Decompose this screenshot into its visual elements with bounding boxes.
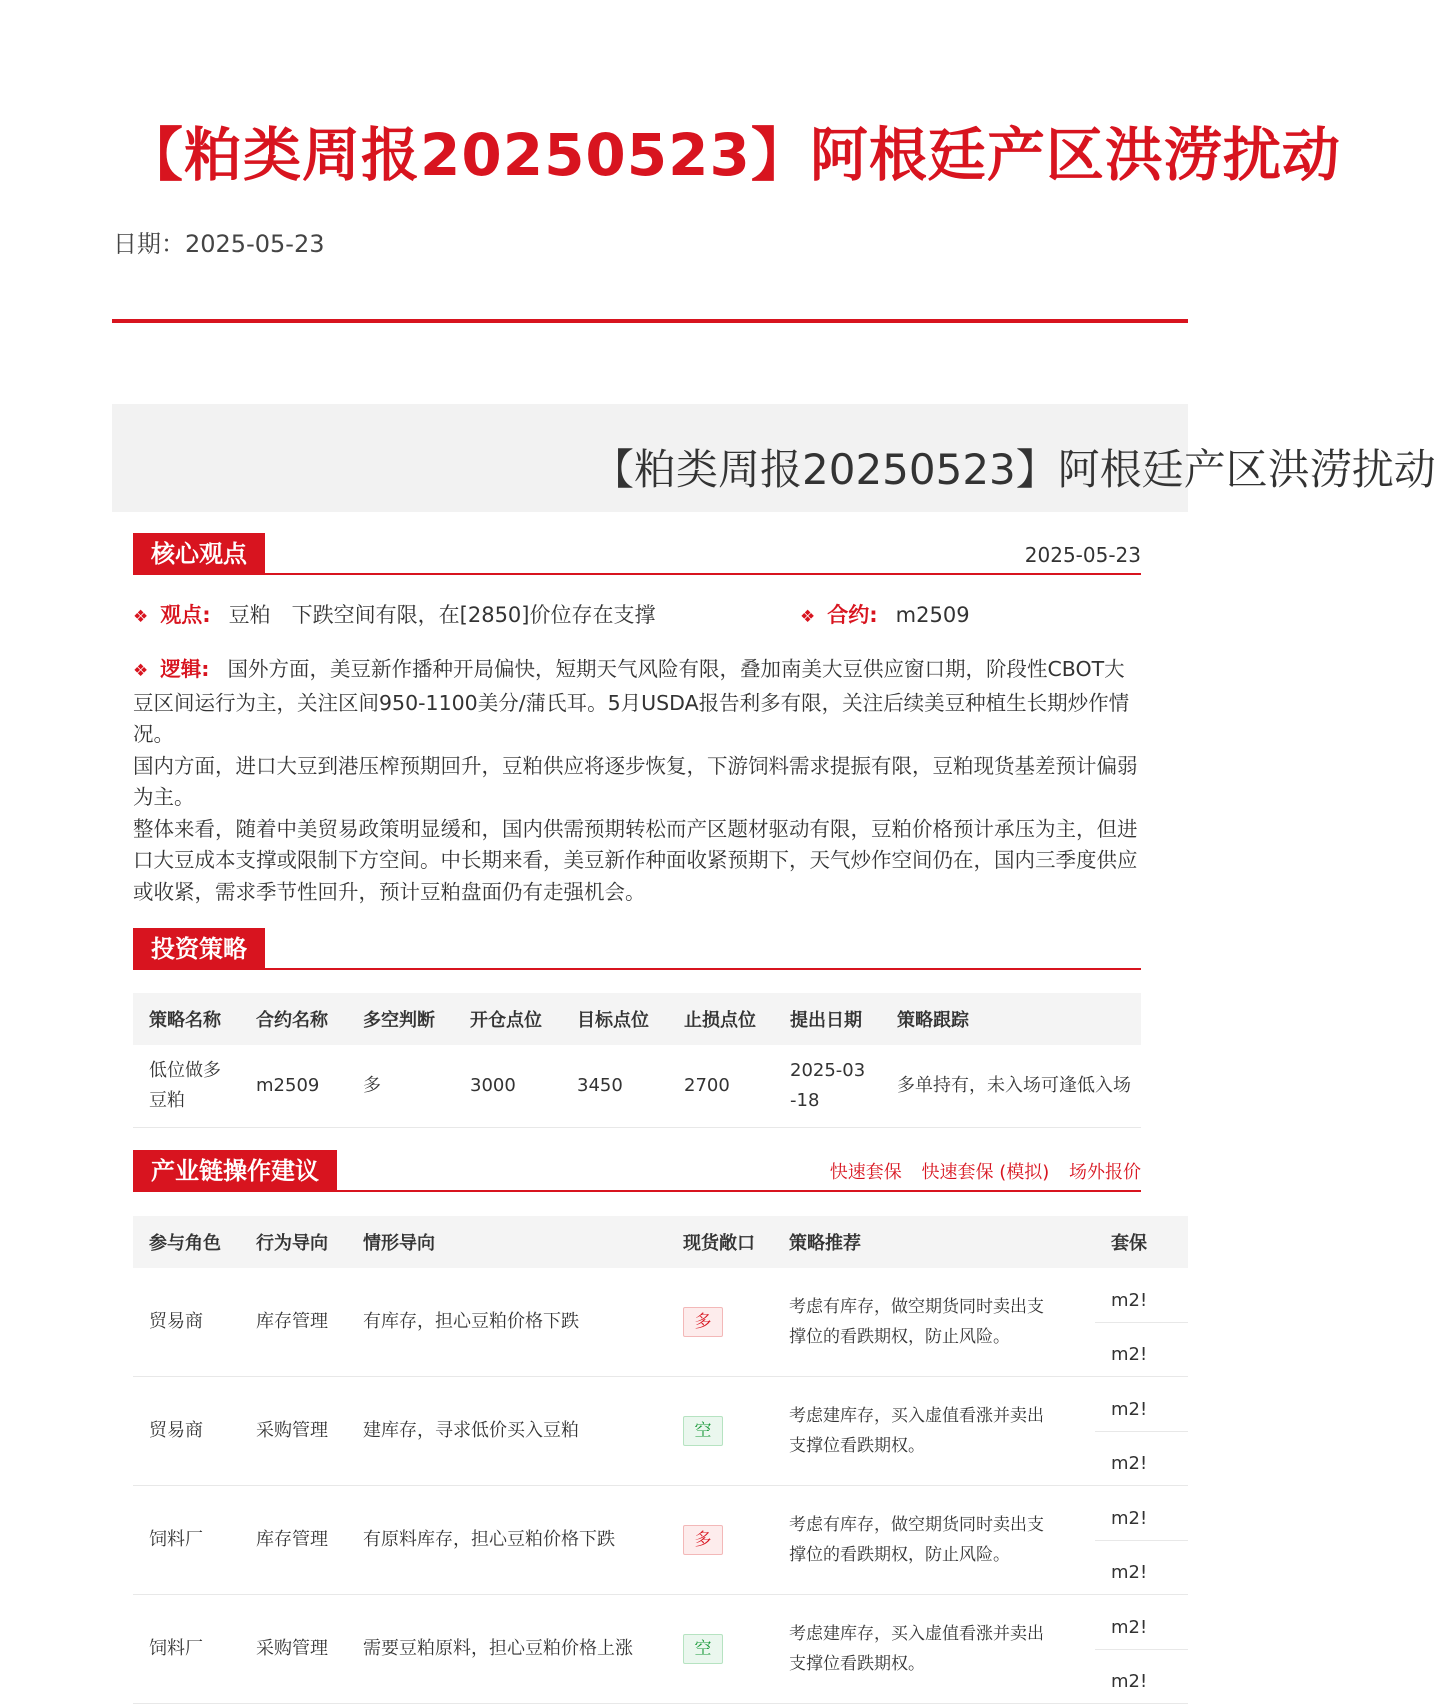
- role-cell: 贸易商: [133, 1268, 240, 1377]
- strategy-table-header: [133, 993, 1141, 1045]
- col-header: 策略推荐: [773, 1216, 1095, 1268]
- contract-label: 合约:: [827, 603, 878, 627]
- diamond-icon: ❖: [133, 661, 149, 681]
- page-date: [113, 224, 324, 259]
- hedge-cell: [1095, 1595, 1188, 1704]
- behavior-cell: 库存管理: [240, 1486, 347, 1595]
- scenario-cell: 有库存，担心豆粕价格下跌: [347, 1268, 667, 1377]
- strategy-table: [133, 993, 1141, 1128]
- hedge-contract[interactable]: m2!: [1111, 1453, 1148, 1474]
- col-header: 策略跟踪: [881, 993, 1141, 1045]
- date-value: 2025-05-23: [185, 230, 325, 258]
- otc-quote-link[interactable]: 场外报价: [1069, 1162, 1141, 1183]
- tracking-cell: 多单持有，未入场可逢低入场: [881, 1045, 1141, 1128]
- contract-bullet: [800, 599, 970, 633]
- exposure-cell: [667, 1377, 773, 1486]
- behavior-cell: 采购管理: [240, 1377, 347, 1486]
- core-view-tag: 核心观点: [133, 533, 265, 575]
- strategy-cell: [773, 1377, 1095, 1486]
- table-row: [133, 1045, 1141, 1128]
- col-header: 行为导向: [240, 1216, 347, 1268]
- contract-cell: m2509: [240, 1045, 347, 1128]
- date-line: 2025-03: [790, 1060, 866, 1081]
- hedge-cell: [1095, 1377, 1188, 1486]
- exposure-badge: 空: [683, 1634, 723, 1664]
- page-title: 【粕类周报20250523】阿根廷产区洪涝扰动: [125, 121, 1341, 189]
- scenario-cell: 需要豆粕原料，担心豆粕价格上涨: [347, 1595, 667, 1704]
- hedge-contract[interactable]: m2!: [1111, 1399, 1148, 1420]
- strategy-line: 考虑有库存，做空期货同时卖出支: [789, 1515, 1044, 1535]
- col-header: 参与角色: [133, 1216, 240, 1268]
- col-header: 止损点位: [668, 993, 774, 1045]
- behavior-cell: 库存管理: [240, 1268, 347, 1377]
- strategy-cell: [773, 1268, 1095, 1377]
- chain-links: [816, 1158, 1141, 1184]
- strategy-name-line: 低位做多: [149, 1060, 221, 1081]
- diamond-icon: ❖: [800, 607, 816, 627]
- strategy-name-line: 豆粕: [149, 1090, 185, 1111]
- col-header: 多空判断: [347, 993, 454, 1045]
- quick-hedge-sim-link[interactable]: 快速套保 (模拟): [921, 1162, 1050, 1183]
- strategy-line: 支撑位看跌期权。: [789, 1654, 925, 1674]
- scenario-cell: 有原料库存，担心豆粕价格下跌: [347, 1486, 667, 1595]
- chain-header: [133, 1150, 1141, 1192]
- strategy-line: 考虑建库存，买入虚值看涨并卖出: [789, 1406, 1044, 1426]
- exposure-cell: [667, 1486, 773, 1595]
- strategy-line: 撑位的看跌期权，防止风险。: [789, 1545, 1010, 1565]
- hedge-contract[interactable]: m2!: [1111, 1671, 1148, 1692]
- view-bullet: [133, 599, 655, 633]
- strategy-cell: [773, 1595, 1095, 1704]
- strategy-line: 考虑建库存，买入虚值看涨并卖出: [789, 1624, 1044, 1644]
- chain-tag: 产业链操作建议: [133, 1150, 337, 1192]
- role-cell: 饲料厂: [133, 1595, 240, 1704]
- view-label: 观点:: [160, 603, 211, 627]
- strategy-line: 撑位的看跌期权，防止风险。: [789, 1327, 1010, 1347]
- open-cell: 3000: [454, 1045, 561, 1128]
- logic-block: [133, 654, 1141, 908]
- core-view-date: 2025-05-23: [1024, 543, 1141, 567]
- date-line: -18: [790, 1090, 820, 1111]
- exposure-cell: [667, 1595, 773, 1704]
- target-cell: 3450: [561, 1045, 668, 1128]
- core-view-header: [133, 533, 1141, 575]
- stop-cell: 2700: [668, 1045, 774, 1128]
- table-row: [133, 1377, 1188, 1486]
- exposure-cell: [667, 1268, 773, 1377]
- hedge-cell: [1095, 1268, 1188, 1377]
- col-header: 提出日期: [774, 993, 881, 1045]
- hedge-contract[interactable]: m2!: [1111, 1562, 1148, 1583]
- table-row: [133, 1595, 1188, 1704]
- chain-table-header: [133, 1216, 1188, 1268]
- role-cell: 贸易商: [133, 1377, 240, 1486]
- date-label: 日期：: [113, 230, 185, 258]
- strategy-tag: 投资策略: [133, 928, 265, 970]
- quick-hedge-link[interactable]: 快速套保: [829, 1162, 902, 1183]
- table-row: [133, 1268, 1188, 1377]
- exposure-badge: 多: [683, 1525, 723, 1555]
- logic-para-3: 整体来看，随着中美贸易政策明显缓和，国内供需预期转松而产区题材驱动有限，豆粕价格预计承压为主，但进口大豆成本支撑或限制下方空间。中长期来看，美豆新作种面收紧预期下，天气炒作空间仍在，国内三季度供应或收紧，需求季节性回升，预计豆粕盘面仍有走强机会。: [133, 816, 1138, 904]
- strategy-name-cell: [133, 1045, 240, 1128]
- hedge-contract[interactable]: m2!: [1111, 1344, 1148, 1365]
- role-cell: 饲料厂: [133, 1486, 240, 1595]
- logic-text-1: 国外方面，美豆新作播种开局偏快，短期天气风险有限，叠加南美大豆供应窗口期，阶段性CBOT大豆区间运行为主，关注区间950-1100美分/蒲氏耳。5月USDA报告利多有限，关注后续美豆种植生长期炒作情况。: [133, 657, 1130, 746]
- hedge-contract[interactable]: m2!: [1111, 1508, 1148, 1529]
- col-header: 套保: [1095, 1216, 1188, 1268]
- col-header: 目标点位: [561, 993, 668, 1045]
- table-row: [133, 1486, 1188, 1595]
- col-header: 现货敞口: [667, 1216, 773, 1268]
- logic-label: 逻辑:: [160, 657, 210, 681]
- behavior-cell: 采购管理: [240, 1595, 347, 1704]
- col-header: 合约名称: [240, 993, 347, 1045]
- hedge-cell: [1095, 1486, 1188, 1595]
- title-divider: [112, 319, 1188, 323]
- diamond-icon: ❖: [133, 607, 149, 627]
- col-header: 策略名称: [133, 993, 240, 1045]
- date-cell: [774, 1045, 881, 1128]
- chain-table: [133, 1216, 1188, 1704]
- col-header: 情形导向: [347, 1216, 667, 1268]
- exposure-badge: 空: [683, 1416, 723, 1446]
- view-text: 豆粕 下跌空间有限，在[2850]价位存在支撑: [228, 603, 656, 627]
- logic-para-1: [133, 654, 1141, 751]
- direction-cell: 多: [347, 1045, 454, 1128]
- strategy-cell: [773, 1486, 1095, 1595]
- hedge-contract[interactable]: m2!: [1111, 1617, 1148, 1638]
- contract-value: m2509: [895, 603, 970, 627]
- hedge-contract[interactable]: m2!: [1111, 1290, 1148, 1311]
- logic-para-2: 国内方面，进口大豆到港压榨预期回升，豆粕供应将逐步恢复，下游饲料需求提振有限，豆粕现货基差预计偏弱为主。: [133, 753, 1138, 809]
- report-title: 【粕类周报20250523】阿根廷产区洪涝扰动: [592, 445, 1436, 494]
- scenario-cell: 建库存，寻求低价买入豆粕: [347, 1377, 667, 1486]
- strategy-line: 考虑有库存，做空期货同时卖出支: [789, 1297, 1044, 1317]
- col-header: 开仓点位: [454, 993, 561, 1045]
- strategy-line: 支撑位看跌期权。: [789, 1436, 925, 1456]
- exposure-badge: 多: [683, 1307, 723, 1337]
- strategy-header: [133, 928, 1141, 970]
